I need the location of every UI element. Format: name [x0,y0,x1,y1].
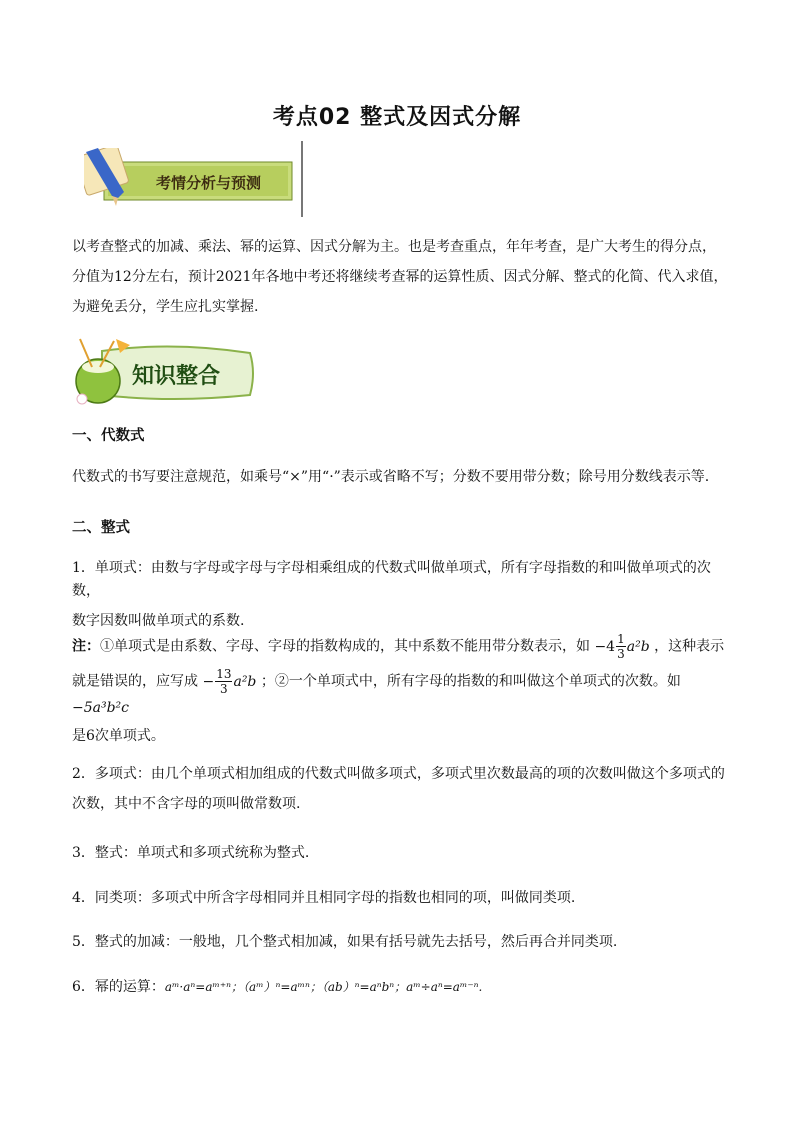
section1-heading: 一、代数式 [72,428,145,444]
item6-paragraph: 6．幂的运算：aᵐ·aⁿ=aᵐ⁺ⁿ；（aᵐ）ⁿ=aᵐⁿ；（ab）ⁿ=aⁿbⁿ；aᵐ÷aⁿ=aᵐ⁻ⁿ. [72,979,483,995]
intro-paragraph: 以考查整式的加减、乘法、幂的运算、因式分解为主。也是考查重点，年年考查，是广大考生的得分点， 分值为12分左右，预计2021年各地中考还将继续考查幂的运算性质、因式分解、整式的化简、代入求值， 为避免丢分，学生应扎实掌握. [72,239,728,315]
item1-paragraph: 1．单项式：由数与字母或字母与字母相乘组成的代数式叫做单项式，所有字母指数的和叫做单项式的次数， 数字因数叫做单项式的系数. [72,560,711,629]
item3-paragraph: 3．整式：单项式和多项式统称为整式. [72,845,310,861]
analysis-banner-label: 考情分析与预测 [156,174,262,192]
knowledge-banner [72,337,258,409]
divider-line [301,141,303,217]
example-improper-fraction: − $\frac{13}{3}$ a²b [202,667,257,696]
item4-paragraph: 4．同类项：多项式中所含字母相同并且相同字母的指数也相同的项，叫做同类项. [72,890,576,906]
power-rules-formula: aᵐ·aⁿ=aᵐ⁺ⁿ；（aᵐ）ⁿ=aᵐⁿ；（ab）ⁿ=aⁿbⁿ；aᵐ÷aⁿ=aᵐ⁻ⁿ. [164,980,483,994]
analysis-banner [84,148,296,212]
section2-heading: 二、整式 [72,520,130,536]
knowledge-banner-label: 知识整合 [132,363,221,389]
item2-paragraph: 2．多项式：由几个单项式相加组成的代数式叫做多项式，多项式里次数最高的项的次数叫做这个多项式的 次数，其中不含字母的项叫做常数项. [72,766,725,812]
item5-paragraph: 5．整式的加减：一般地，几个整式相加减，如果有括号就先去括号，然后再合并同类项. [72,934,618,950]
example-mixed-number: −4 $\frac{1}{3}$ a²b [594,632,650,661]
page-title: 考点02 整式及因式分解 [272,105,522,130]
note-paragraph: 注：①单项式是由系数、字母、字母的指数构成的，其中系数不能用带分数表示，如 −4 $\frac{1}{3}$ a²b ，这种表示 就是错误的，应写成 − $\frac{13}{3}$ a²b ；②一个单项式中，所有字母的指数的和叫做这个单项式的次数。如−5a³b²c 是6次单项式。 [72,632,725,744]
section1-text: 代数式的书写要注意规范，如乘号“×”用“·”表示或省略不写；分数不要用带分数；除号用分数线表示等. [72,469,710,485]
